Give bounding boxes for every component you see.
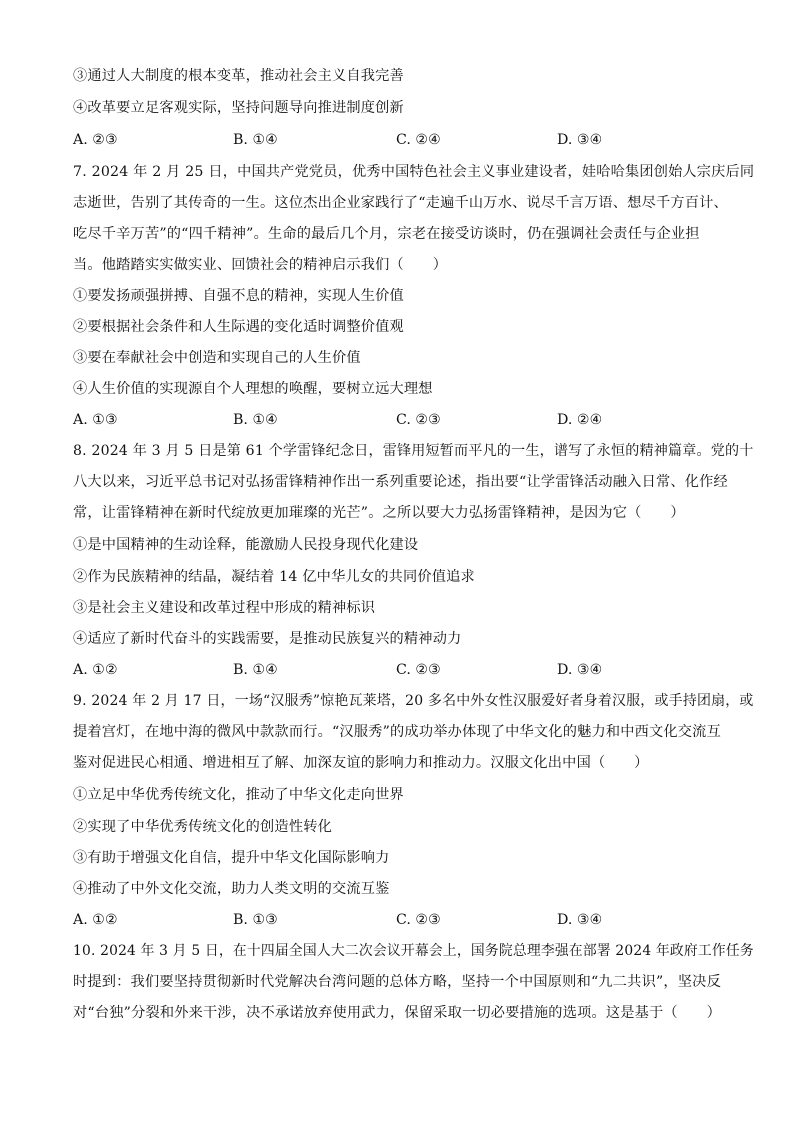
question-stem: 八大以来，习近平总书记对弘扬雷锋精神作出一系列重要论述，指出要“让学雷锋活动融入日常、化作经 bbox=[73, 474, 728, 490]
option-d: D. ③④ bbox=[557, 662, 603, 678]
question-stem: 对“台独”分裂和外来干涉，决不承诺放弃使用武力，保留采取一切必要措施的选项。这是基于（ ） bbox=[73, 1005, 721, 1021]
question-stem: 鉴对促进民心相通、增进相互了解、加深友谊的影响力和推动力。汉服文化出中国（ ） bbox=[73, 755, 649, 771]
question-stem: 当。他踏踏实实做实业、回馈社会的精神启示我们（ ） bbox=[73, 257, 448, 273]
statement: ②实现了中华优秀传统文化的创造性转化 bbox=[73, 819, 332, 835]
question-stem: 吃尽千辛万苦”的“四千精神”。生命的最后几个月，宗老在接受访谈时，仍在强调社会责任与企业担 bbox=[73, 226, 700, 242]
option-c: C. ②③ bbox=[396, 662, 441, 678]
option-a: A. ①③ bbox=[73, 412, 118, 428]
option-c: C. ②③ bbox=[396, 412, 441, 428]
question-stem: 7. 2024 年 2 月 25 日，中国共产党党员，优秀中国特色社会主义事业建设者，娃哈哈集团创始人宗庆后同 bbox=[73, 164, 755, 180]
option-b: B. ①③ bbox=[233, 912, 278, 928]
statement: ④适应了新时代奋斗的实践需要，是推动民族复兴的精神动力 bbox=[73, 631, 462, 647]
option-b: B. ①④ bbox=[233, 132, 278, 148]
question-stem: 志逝世，告别了其传奇的一生。这位杰出企业家践行了“走遍千山万水、说尽千言万语、想尽千方百计、 bbox=[73, 195, 728, 211]
option-b: B. ①④ bbox=[233, 412, 278, 428]
statement: ④推动了中外文化交流，助力人类文明的交流互鉴 bbox=[73, 881, 390, 897]
option-d: D. ③④ bbox=[557, 912, 603, 928]
option-a: A. ②③ bbox=[73, 132, 118, 148]
question-stem: 提着宫灯，在地中海的微风中款款而行。“汉服秀”的成功举办体现了中华文化的魅力和中西文化交流互 bbox=[73, 724, 721, 740]
option-a: A. ①② bbox=[73, 662, 118, 678]
statement: ①是中国精神的生动诠释，能激励人民投身现代化建设 bbox=[73, 537, 419, 553]
question-stem: 时提到：我们要坚持贯彻新时代党解决台湾问题的总体方略，坚持一个中国原则和“九二共识”，坚决反 bbox=[73, 974, 721, 990]
question-stem: 常，让雷锋精神在新时代绽放更加璀璨的光芒”。之所以要大力弘扬雷锋精神，是因为它（ ） bbox=[73, 505, 685, 521]
question-stem: 10. 2024 年 3 月 5 日，在十四届全国人大二次会议开幕会上，国务院总理李强在部署 2024 年政府工作任务 bbox=[73, 943, 754, 959]
statement: ③是社会主义建设和改革过程中形成的精神标识 bbox=[73, 600, 376, 616]
statement: ③有助于增强文化自信，提升中华文化国际影响力 bbox=[73, 850, 390, 866]
question-stem: 9. 2024 年 2 月 17 日，一场“汉服秀”惊艳瓦莱塔，20 多名中外女性汉服爱好者身着汉服，或手持团扇，或 bbox=[73, 693, 754, 709]
statement: ③要在奉献社会中创造和实现自己的人生价值 bbox=[73, 350, 361, 366]
statement: ②要根据社会条件和人生际遇的变化适时调整价值观 bbox=[73, 319, 404, 335]
option-d: D. ②④ bbox=[557, 412, 603, 428]
statement: ④人生价值的实现源自个人理想的唤醒，要树立远大理想 bbox=[73, 381, 433, 397]
statement: ③通过人大制度的根本变革，推动社会主义自我完善 bbox=[73, 68, 404, 84]
statement: ①立足中华优秀传统文化，推动了中华文化走向世界 bbox=[73, 787, 404, 803]
question-stem: 8. 2024 年 3 月 5 日是第 61 个学雷锋纪念日，雷锋用短暂而平凡的一生，谱写了永恒的精神篇章。党的十 bbox=[73, 443, 754, 459]
option-c: C. ②③ bbox=[396, 912, 441, 928]
option-c: C. ②④ bbox=[396, 132, 441, 148]
option-a: A. ①② bbox=[73, 912, 118, 928]
statement: ④改革要立足客观实际，坚持问题导向推进制度创新 bbox=[73, 100, 404, 116]
option-d: D. ③④ bbox=[557, 132, 603, 148]
statement: ①要发扬顽强拼搏、自强不息的精神，实现人生价值 bbox=[73, 288, 404, 304]
statement: ②作为民族精神的结晶，凝结着 14 亿中华儿女的共同价值追求 bbox=[73, 569, 475, 585]
option-b: B. ①④ bbox=[233, 662, 278, 678]
